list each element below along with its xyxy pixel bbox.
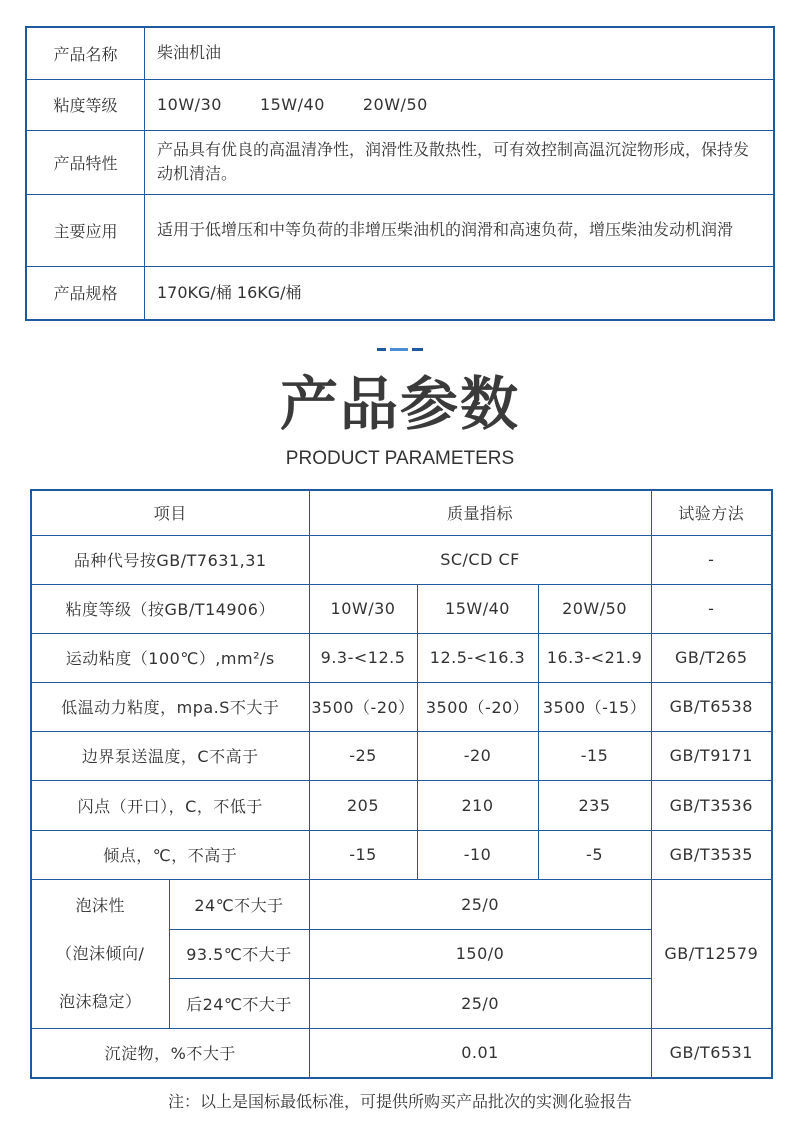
- foam-method: GB/T12579: [651, 879, 772, 1028]
- header-item: 项目: [31, 490, 309, 535]
- grade-value: 15W/40: [259, 94, 325, 114]
- row-value: 205: [309, 780, 417, 830]
- row-label: 倾点，℃，不高于: [31, 830, 309, 879]
- table-row: [31, 682, 772, 731]
- info-value: 适用于低增压和中等负荷的非增压柴油机的润滑和高速负荷，增压柴油发动机润滑: [145, 194, 775, 266]
- info-row-feature: [26, 130, 774, 194]
- table-row: [31, 535, 772, 584]
- foam-value: 25/0: [309, 978, 651, 1028]
- row-value: -10: [417, 830, 538, 879]
- foam-condition: 93.5℃不大于: [169, 929, 309, 978]
- row-label: 品种代号按GB/T7631,31: [31, 535, 309, 584]
- info-value: 170KG/桶 16KG/桶: [145, 266, 775, 320]
- foam-label-line: 泡沫性: [75, 895, 125, 915]
- row-value: 12.5-<16.3: [417, 633, 538, 682]
- row-method: GB/T6538: [651, 682, 772, 731]
- table-row: [31, 780, 772, 830]
- info-row-name: [26, 27, 774, 79]
- foam-label-line: （泡沫倾向/: [56, 943, 145, 963]
- parameters-table: [30, 489, 773, 1079]
- info-value: 柴油机油: [145, 27, 775, 79]
- row-value: 235: [538, 780, 651, 830]
- table-row: [31, 584, 772, 633]
- table-header-row: [31, 490, 772, 535]
- info-row-grade: [26, 79, 774, 130]
- foam-condition: 24℃不大于: [169, 879, 309, 929]
- row-value: 3500（-20）: [309, 682, 417, 731]
- row-value: 210: [417, 780, 538, 830]
- row-value: -25: [309, 731, 417, 780]
- table-row: [31, 830, 772, 879]
- footnote: 注：以上是国标最低标准，可提供所购买产品批次的实测化验报告: [167, 1092, 632, 1111]
- foam-label-line: 泡沫稳定）: [58, 991, 142, 1011]
- row-label: 闪点（开口），C，不低于: [31, 780, 309, 830]
- info-row-application: [26, 194, 774, 266]
- info-label: 主要应用: [26, 194, 145, 266]
- row-value: -5: [538, 830, 651, 879]
- table-row: [31, 731, 772, 780]
- header-quality: 质量指标: [309, 490, 651, 535]
- info-row-spec: [26, 266, 774, 320]
- row-value: SC/CD CF: [309, 535, 651, 584]
- row-label: 粘度等级（按GB/T14906）: [31, 584, 309, 633]
- row-value: -15: [309, 830, 417, 879]
- info-label: 产品规格: [26, 266, 145, 320]
- row-value: -20: [417, 731, 538, 780]
- row-method: GB/T265: [651, 633, 772, 682]
- row-value: 3500（-20）: [417, 682, 538, 731]
- section-divider: [377, 348, 423, 352]
- product-info-table: [25, 26, 775, 321]
- row-label: 运动粘度（100℃）,mm²/s: [31, 633, 309, 682]
- row-method: GB/T3536: [651, 780, 772, 830]
- row-method: GB/T6531: [651, 1028, 772, 1078]
- row-method: GB/T9171: [651, 731, 772, 780]
- info-label: 粘度等级: [26, 79, 145, 130]
- foam-condition: 后24℃不大于: [169, 978, 309, 1028]
- row-label: 低温动力粘度，mpa.S不大于: [31, 682, 309, 731]
- header-method: 试验方法: [651, 490, 772, 535]
- row-method: -: [651, 584, 772, 633]
- row-label: 边界泵送温度，C不高于: [31, 731, 309, 780]
- info-label: 产品特性: [26, 130, 145, 194]
- info-grades: [145, 79, 775, 130]
- foam-value: 25/0: [309, 879, 651, 929]
- row-value: 20W/50: [538, 584, 651, 633]
- foam-value: 150/0: [309, 929, 651, 978]
- row-value: 16.3-<21.9: [538, 633, 651, 682]
- table-row: [31, 1028, 772, 1078]
- grade-value: 20W/50: [362, 94, 428, 114]
- table-row: [31, 633, 772, 682]
- foam-label: [31, 879, 169, 1028]
- section-title: 产品参数: [279, 370, 520, 438]
- info-value: 产品具有优良的高温清净性，润滑性及散热性，可有效控制高温沉淀物形成，保持发动机清洁。: [145, 130, 775, 194]
- foam-row: [31, 879, 772, 929]
- section-subtitle: PRODUCT PARAMETERS: [285, 448, 515, 469]
- row-value: 3500（-15）: [538, 682, 651, 731]
- row-value: 15W/40: [417, 584, 538, 633]
- row-label: 沉淀物，%不大于: [31, 1028, 309, 1078]
- row-value: 0.01: [309, 1028, 651, 1078]
- row-value: 10W/30: [309, 584, 417, 633]
- row-value: -15: [538, 731, 651, 780]
- grade-value: 10W/30: [157, 94, 222, 114]
- row-method: GB/T3535: [651, 830, 772, 879]
- row-method: -: [651, 535, 772, 584]
- row-value: 9.3-<12.5: [309, 633, 417, 682]
- info-label: 产品名称: [26, 27, 145, 79]
